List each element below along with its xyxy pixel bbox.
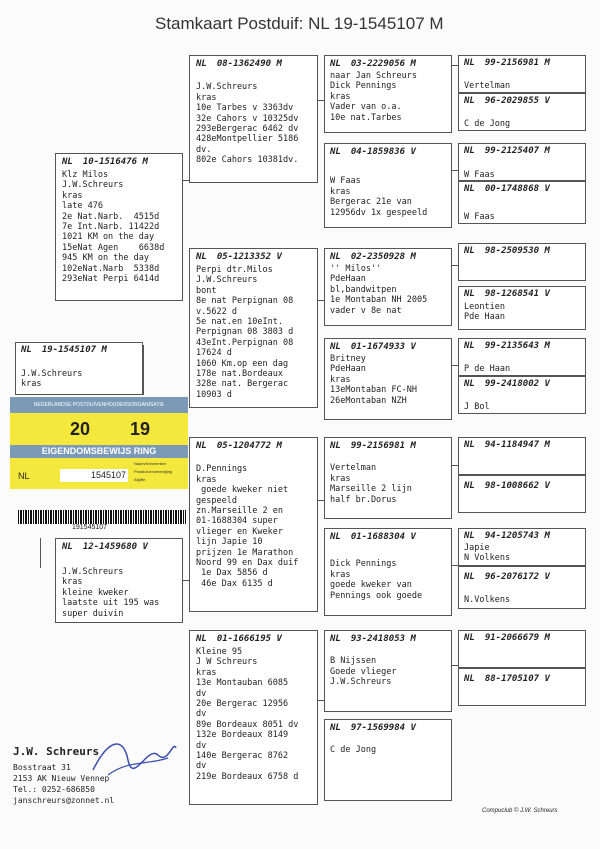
ring-side-c: Afgifte bbox=[134, 477, 146, 482]
pigeon-details: B Nijssen Goede vlieger J.W.Schreurs bbox=[330, 656, 397, 688]
country-code: NL bbox=[196, 441, 207, 451]
pigeon-details: Britney PdeHaan kras 13eMontaban FC-NH 26eMontaban NZH bbox=[330, 354, 417, 406]
pigeon-card-g4 bbox=[458, 93, 586, 131]
ring-number: 01-1666195 V bbox=[216, 634, 282, 644]
pigeon-card-g4 bbox=[458, 55, 586, 93]
pigeon-card-g4 bbox=[458, 181, 586, 224]
ring-number: 19-1545107 M bbox=[41, 345, 107, 355]
country-code: NL bbox=[464, 289, 475, 299]
pigeon-details: W Faas bbox=[464, 170, 495, 181]
owner-phone: Tel.: 0252-686850 bbox=[13, 785, 95, 794]
country-code: NL bbox=[464, 481, 475, 491]
owner-name: J.W. Schreurs bbox=[13, 745, 100, 758]
country-code: NL bbox=[196, 634, 207, 644]
pigeon-card-granddam-maternal bbox=[189, 630, 318, 805]
pigeon-card-g4 bbox=[458, 668, 586, 706]
ring-number: 05-1204772 M bbox=[216, 441, 282, 451]
pigeon-card-g4 bbox=[458, 286, 586, 330]
pigeon-details: '' Milos'' PdeHaan bl,bandwitpen 1e Montaban NH 2005 vader v 8e nat bbox=[330, 264, 428, 316]
barcode bbox=[18, 510, 186, 524]
country-code: NL bbox=[21, 345, 32, 355]
pigeon-details: W Faas bbox=[464, 212, 495, 223]
country-code: NL bbox=[464, 341, 475, 351]
barcode-number: 191545107 bbox=[72, 524, 108, 531]
ring-number: 00-1748868 V bbox=[484, 184, 550, 194]
pigeon-details: N.Volkens bbox=[464, 595, 511, 606]
country-code: NL bbox=[464, 674, 475, 684]
pigeon-card-sire bbox=[55, 153, 183, 301]
connector bbox=[143, 345, 144, 395]
ring-card-band: EIGENDOMSBEWIJS RING bbox=[10, 445, 188, 458]
ring-number: 12-1459680 V bbox=[82, 542, 148, 552]
pigeon-card-grandsire-paternal bbox=[189, 55, 318, 183]
pigeon-card-g3 bbox=[324, 719, 452, 801]
ring-year-b: 19 bbox=[130, 419, 151, 439]
ring-year-a: 20 bbox=[70, 419, 91, 439]
ring-number: 94-1184947 M bbox=[484, 440, 550, 450]
ring-number: 99-2418002 V bbox=[484, 379, 550, 389]
ring-number: 08-1362490 M bbox=[216, 59, 282, 69]
pigeon-details: Klz Milos J.W.Schreurs kras late 476 2e Nat.Narb. 4515d 7e Int.Narb. 11422d 1021 KM on the day 15eNat Agen 6638d 945 KM on the day 102eNat.Narb 5338d 293eNat Perpi 6414d bbox=[62, 170, 165, 285]
ring-number: 98-2509530 M bbox=[484, 246, 550, 256]
pigeon-card-subject bbox=[15, 342, 143, 395]
country-code: NL bbox=[464, 96, 475, 106]
pigeon-details: Leontien Pde Haan bbox=[464, 302, 505, 323]
country-code: NL bbox=[330, 723, 341, 733]
ring-number: 96-2076172 V bbox=[484, 572, 550, 582]
pigeon-card-g4 bbox=[458, 630, 586, 668]
ring-number: 93-2418053 M bbox=[350, 634, 416, 644]
pigeon-card-g4 bbox=[458, 338, 586, 376]
pigeon-details: W Faas kras Bergerac 21e van 12956dv 1x gespeeld bbox=[330, 176, 428, 218]
ring-number: 94-1205743 M bbox=[484, 531, 550, 541]
pigeon-details: Vertelman kras Marseille 2 lijn half br.Dorus bbox=[330, 463, 412, 505]
ring-number: 91-2066679 M bbox=[484, 633, 550, 643]
pigeon-card-g4 bbox=[458, 528, 586, 566]
ring-number: 10-1516476 M bbox=[82, 157, 148, 167]
pigeon-details: J.W.Schreurs kras 10e Tarbes v 3363dv 32e Cahors v 10325dv 293eBergerac 6462 dv 428eMontpellier 5186 dv. 802e Cahors 10381dv. bbox=[196, 82, 299, 166]
country-code: NL bbox=[196, 252, 207, 262]
pigeon-card-g3 bbox=[324, 437, 452, 519]
country-code: NL bbox=[464, 379, 475, 389]
ring-number-field: 1545107 bbox=[60, 469, 128, 482]
pigeon-card-g4 bbox=[458, 143, 586, 181]
owner-email: janschreurs@zonnet.nl bbox=[13, 796, 115, 805]
page-title: Stamkaart Postduif: NL 19-1545107 M bbox=[155, 14, 444, 33]
ring-number: 01-1688304 V bbox=[350, 532, 416, 542]
pigeon-details: P de Haan bbox=[464, 364, 511, 375]
pigeon-card-dam bbox=[55, 538, 183, 623]
country-code: NL bbox=[330, 252, 341, 262]
pigeon-card-g3 bbox=[324, 248, 452, 326]
ring-number: 88-1705107 V bbox=[484, 674, 550, 684]
ring-side-a: Naam/Kenmerken bbox=[134, 461, 167, 466]
ring-number: 99-2156981 M bbox=[350, 441, 416, 451]
ring-number: 99-2156981 M bbox=[484, 58, 550, 68]
owner-address: Bosstraat 31 bbox=[13, 763, 71, 772]
country-code: NL bbox=[464, 246, 475, 256]
pigeon-card-g3 bbox=[324, 143, 452, 228]
pigeon-card-g4 bbox=[458, 376, 586, 414]
ring-number: 04-1859836 V bbox=[350, 147, 416, 157]
footer: Compuclub © J.W. Schreurs bbox=[482, 808, 558, 814]
country-code: NL bbox=[330, 441, 341, 451]
country-code: NL bbox=[330, 532, 341, 542]
country-code: NL bbox=[464, 440, 475, 450]
signature bbox=[88, 730, 178, 780]
country-code: NL bbox=[464, 572, 475, 582]
country-code: NL bbox=[464, 58, 475, 68]
connector bbox=[40, 538, 41, 568]
pigeon-details: J Bol bbox=[464, 402, 490, 413]
country-code: NL bbox=[330, 147, 341, 157]
country-code: NL bbox=[196, 59, 207, 69]
ring-number: 96-2029855 V bbox=[484, 96, 550, 106]
ring-number: 05-1213352 V bbox=[216, 252, 282, 262]
ring-number: 98-1008662 V bbox=[484, 481, 550, 491]
pigeon-card-g3 bbox=[324, 338, 452, 420]
pigeon-details: Perpi dtr.Milos J.W.Schreurs bont 8e nat Perpignan 08 v.5622 d 5e nat.en 10eInt. Perpignan 08 3803 d 43eInt.Perpignan 08 17624 d 1060 Km.op een dag 178e nat.Bordeaux 328e nat. Bergerac 10903 d bbox=[196, 265, 294, 400]
ring-number: 01-1674933 V bbox=[350, 342, 416, 352]
country-code: NL bbox=[62, 157, 73, 167]
pigeon-details: Japie N Volkens bbox=[464, 543, 511, 564]
ring-number: 03-2229056 M bbox=[350, 59, 416, 69]
pigeon-details: C de Jong bbox=[464, 119, 511, 130]
pigeon-card-grandsire-maternal bbox=[189, 437, 318, 612]
country-code: NL bbox=[464, 633, 475, 643]
pigeon-details: Dick Pennings kras goede kweker van Pennings ook goede bbox=[330, 559, 423, 601]
pigeon-card-g4 bbox=[458, 475, 586, 513]
pigeon-details: Kleine 95 J W Schreurs kras 13e Montauban 6085 dv 20e Bergerac 12956 dv 89e Bordeaux 8051 dv 132e Bordeaux 8149 dv 140e Bergerac 8762 dv 219e Bordeaux 6758 d bbox=[196, 647, 299, 782]
ring-country: NL bbox=[18, 471, 30, 481]
pigeon-card-g3 bbox=[324, 528, 452, 616]
pigeon-details: C de Jong bbox=[330, 745, 377, 756]
ring-number: 99-2135643 M bbox=[484, 341, 550, 351]
pigeon-details: J.W.Schreurs kras kleine kweker laatste uit 195 was super duivin bbox=[62, 567, 160, 619]
pigeon-details: D.Pennings kras goede kweker niet gespeeld zn.Marseille 2 en 01-1688304 super vlieger en Kweker lijn Japie 10 prijzen 1e Marathon Noord 99 en Dax duif 1e Dax 5856 d 46e Dax 6135 d bbox=[196, 464, 299, 589]
pigeon-details: naar Jan Schreurs Dick Pennings kras Vader van o.a. 10e nat.Tarbes bbox=[330, 71, 417, 123]
pigeon-card-g3 bbox=[324, 630, 452, 712]
pigeon-card-g3 bbox=[324, 55, 452, 133]
ring-ownership-card bbox=[10, 397, 188, 489]
country-code: NL bbox=[62, 542, 73, 552]
ring-card-header: NEDERLANDSE POSTDUIVENHOUDERSORGANISATIE bbox=[10, 397, 188, 413]
country-code: NL bbox=[330, 59, 341, 69]
ring-number: 99-2125407 M bbox=[484, 146, 550, 156]
country-code: NL bbox=[464, 146, 475, 156]
owner-city: 2153 AK Nieuw Vennep bbox=[13, 774, 110, 783]
country-code: NL bbox=[464, 184, 475, 194]
ring-number: 98-1268541 V bbox=[484, 289, 550, 299]
country-code: NL bbox=[464, 531, 475, 541]
pigeon-card-g4 bbox=[458, 566, 586, 609]
pigeon-details: J.W.Schreurs kras bbox=[21, 369, 83, 390]
pigeon-card-g4 bbox=[458, 437, 586, 475]
pigeon-details: Vertelman bbox=[464, 81, 511, 92]
country-code: NL bbox=[330, 634, 341, 644]
country-code: NL bbox=[330, 342, 341, 352]
ring-number: 02-2350928 M bbox=[350, 252, 416, 262]
ring-number: 97-1569984 V bbox=[350, 723, 416, 733]
ring-side-b: Postduivenvereniging bbox=[134, 469, 173, 474]
pigeon-card-g4 bbox=[458, 243, 586, 281]
pigeon-card-granddam-paternal bbox=[189, 248, 318, 408]
